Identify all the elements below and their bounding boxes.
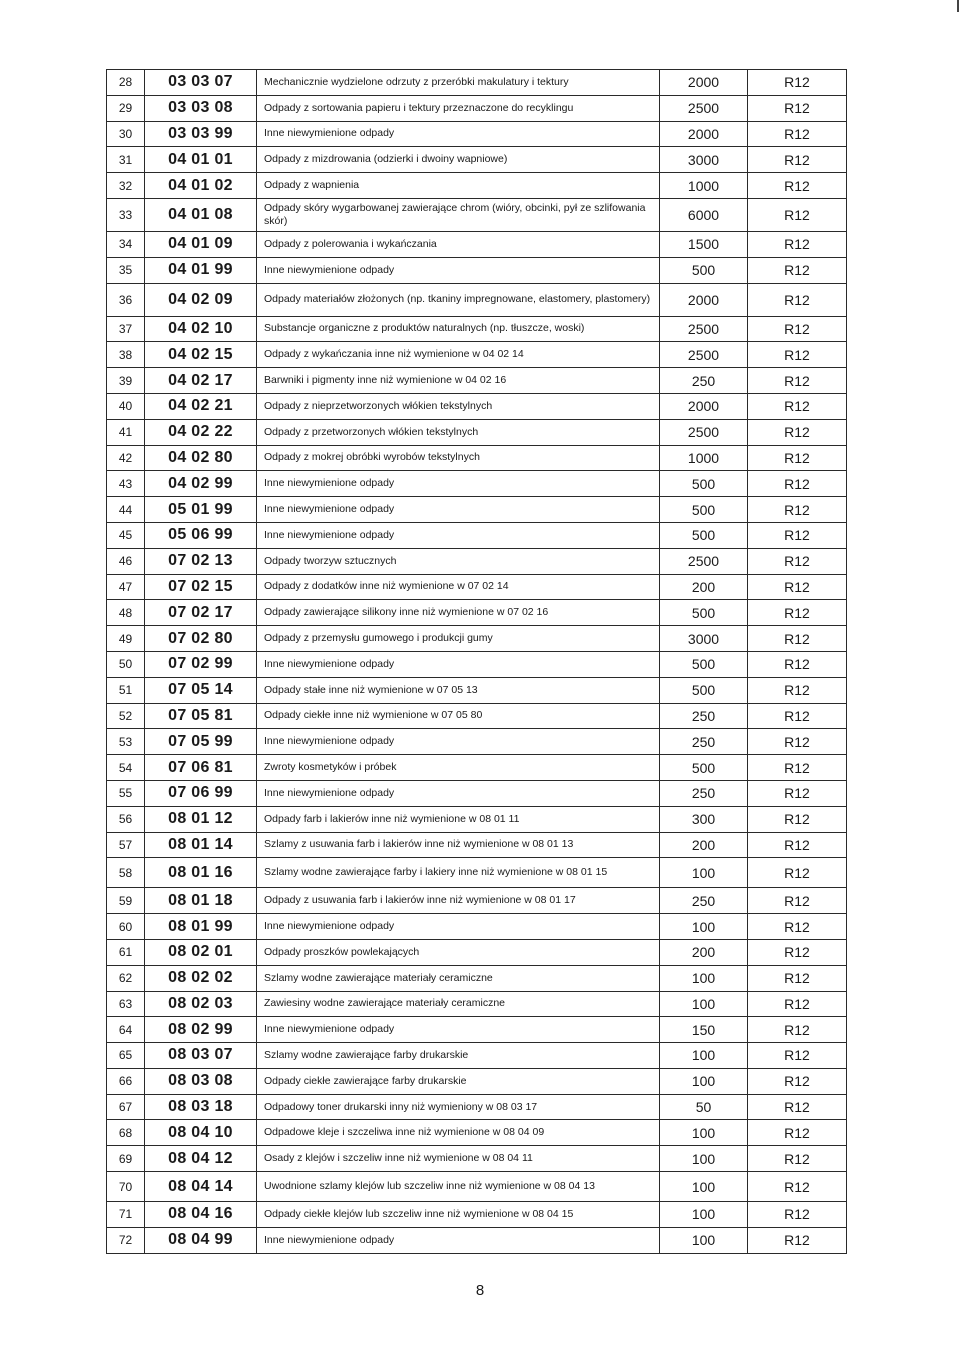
table-row xyxy=(107,257,847,283)
table-row xyxy=(107,283,847,316)
waste-code-cell: 04 02 21 xyxy=(145,393,257,419)
quantity-cell: 100 xyxy=(660,1172,748,1202)
recovery-code-cell: R12 xyxy=(748,419,847,445)
table-row xyxy=(107,755,847,781)
quantity-cell: 250 xyxy=(660,780,748,806)
table-row xyxy=(107,95,847,121)
waste-description-cell: Odpady stałe inne niż wymienione w 07 05 13 xyxy=(257,677,660,703)
recovery-code-cell: R12 xyxy=(748,1068,847,1094)
row-number-cell: 54 xyxy=(107,755,145,781)
row-number-cell: 44 xyxy=(107,497,145,523)
waste-code-cell: 08 01 16 xyxy=(145,858,257,888)
waste-code-cell: 08 03 18 xyxy=(145,1094,257,1120)
quantity-cell: 250 xyxy=(660,703,748,729)
row-number-cell: 59 xyxy=(107,888,145,914)
waste-description-cell: Inne niewymienione odpady xyxy=(257,522,660,548)
waste-description-cell: Odpady z nieprzetworzonych włókien tekstylnych xyxy=(257,393,660,419)
quantity-cell: 2000 xyxy=(660,283,748,316)
waste-description-cell: Odpadowy toner drukarski inny niż wymieniony w 08 03 17 xyxy=(257,1094,660,1120)
row-number-cell: 33 xyxy=(107,198,145,231)
waste-description-cell: Odpady z mokrej obróbki wyrobów tekstylnych xyxy=(257,445,660,471)
quantity-cell: 250 xyxy=(660,368,748,394)
row-number-cell: 42 xyxy=(107,445,145,471)
waste-code-cell: 04 01 99 xyxy=(145,257,257,283)
waste-code-cell: 08 02 99 xyxy=(145,1017,257,1043)
row-number-cell: 31 xyxy=(107,147,145,173)
row-number-cell: 55 xyxy=(107,780,145,806)
waste-description-cell: Inne niewymienione odpady xyxy=(257,729,660,755)
quantity-cell: 500 xyxy=(660,471,748,497)
quantity-cell: 2500 xyxy=(660,95,748,121)
quantity-cell: 100 xyxy=(660,991,748,1017)
row-number-cell: 38 xyxy=(107,342,145,368)
table-row xyxy=(107,600,847,626)
waste-description-cell: Szlamy z usuwania farb i lakierów inne niż wymienione w 08 01 13 xyxy=(257,832,660,858)
table-row xyxy=(107,780,847,806)
recovery-code-cell: R12 xyxy=(748,147,847,173)
waste-description-cell: Inne niewymienione odpady xyxy=(257,780,660,806)
recovery-code-cell: R12 xyxy=(748,600,847,626)
recovery-code-cell: R12 xyxy=(748,1172,847,1202)
quantity-cell: 150 xyxy=(660,1017,748,1043)
waste-description-cell: Odpady z przetworzonych włókien tekstylnych xyxy=(257,419,660,445)
recovery-code-cell: R12 xyxy=(748,1227,847,1253)
waste-code-cell: 08 04 16 xyxy=(145,1202,257,1228)
recovery-code-cell: R12 xyxy=(748,342,847,368)
waste-code-cell: 04 02 99 xyxy=(145,471,257,497)
recovery-code-cell: R12 xyxy=(748,888,847,914)
recovery-code-cell: R12 xyxy=(748,198,847,231)
quantity-cell: 100 xyxy=(660,1120,748,1146)
row-number-cell: 51 xyxy=(107,677,145,703)
row-number-cell: 62 xyxy=(107,965,145,991)
row-number-cell: 72 xyxy=(107,1227,145,1253)
table-row xyxy=(107,497,847,523)
quantity-cell: 200 xyxy=(660,939,748,965)
quantity-cell: 500 xyxy=(660,651,748,677)
waste-description-cell: Szlamy wodne zawierające farby drukarskie xyxy=(257,1043,660,1069)
table-row xyxy=(107,368,847,394)
table-row xyxy=(107,419,847,445)
waste-description-cell: Odpady z sortowania papieru i tektury przeznaczone do recyklingu xyxy=(257,95,660,121)
quantity-cell: 1500 xyxy=(660,231,748,257)
waste-code-cell: 08 01 14 xyxy=(145,832,257,858)
recovery-code-cell: R12 xyxy=(748,121,847,147)
waste-description-cell: Odpady z usuwania farb i lakierów inne niż wymienione w 08 01 17 xyxy=(257,888,660,914)
row-number-cell: 48 xyxy=(107,600,145,626)
waste-description-cell: Inne niewymienione odpady xyxy=(257,121,660,147)
waste-code-cell: 07 06 81 xyxy=(145,755,257,781)
quantity-cell: 1000 xyxy=(660,445,748,471)
quantity-cell: 2000 xyxy=(660,70,748,96)
scan-edge-mark xyxy=(957,0,959,12)
waste-description-cell: Inne niewymienione odpady xyxy=(257,257,660,283)
quantity-cell: 3000 xyxy=(660,626,748,652)
table-row xyxy=(107,914,847,940)
recovery-code-cell: R12 xyxy=(748,991,847,1017)
waste-code-cell: 08 03 07 xyxy=(145,1043,257,1069)
quantity-cell: 250 xyxy=(660,888,748,914)
waste-description-cell: Odpady z wapnienia xyxy=(257,173,660,199)
row-number-cell: 57 xyxy=(107,832,145,858)
waste-description-cell: Odpady tworzyw sztucznych xyxy=(257,548,660,574)
table-row xyxy=(107,1068,847,1094)
recovery-code-cell: R12 xyxy=(748,626,847,652)
waste-description-cell: Odpady ciekłe inne niż wymienione w 07 05 80 xyxy=(257,703,660,729)
recovery-code-cell: R12 xyxy=(748,651,847,677)
table-row xyxy=(107,393,847,419)
waste-code-cell: 07 02 17 xyxy=(145,600,257,626)
recovery-code-cell: R12 xyxy=(748,832,847,858)
waste-description-cell: Zwroty kosmetyków i próbek xyxy=(257,755,660,781)
waste-code-cell: 07 05 81 xyxy=(145,703,257,729)
table-row xyxy=(107,574,847,600)
quantity-cell: 100 xyxy=(660,1146,748,1172)
quantity-cell: 3000 xyxy=(660,147,748,173)
quantity-cell: 2000 xyxy=(660,121,748,147)
waste-description-cell: Inne niewymienione odpady xyxy=(257,1227,660,1253)
waste-code-cell: 07 02 13 xyxy=(145,548,257,574)
table-row xyxy=(107,1017,847,1043)
waste-description-cell: Zawiesiny wodne zawierające materiały ceramiczne xyxy=(257,991,660,1017)
waste-description-cell: Odpady ciekłe klejów lub szczeliw inne niż wymienione w 08 04 15 xyxy=(257,1202,660,1228)
quantity-cell: 500 xyxy=(660,600,748,626)
quantity-cell: 2000 xyxy=(660,393,748,419)
recovery-code-cell: R12 xyxy=(748,780,847,806)
table-row xyxy=(107,1202,847,1228)
recovery-code-cell: R12 xyxy=(748,471,847,497)
recovery-code-cell: R12 xyxy=(748,548,847,574)
recovery-code-cell: R12 xyxy=(748,257,847,283)
waste-description-cell: Odpady skóry wygarbowanej zawierające chrom (wióry, obcinki, pył ze szlifowania skór) xyxy=(257,198,660,231)
recovery-code-cell: R12 xyxy=(748,316,847,342)
quantity-cell: 500 xyxy=(660,677,748,703)
quantity-cell: 100 xyxy=(660,858,748,888)
row-number-cell: 61 xyxy=(107,939,145,965)
recovery-code-cell: R12 xyxy=(748,858,847,888)
quantity-cell: 100 xyxy=(660,1227,748,1253)
recovery-code-cell: R12 xyxy=(748,677,847,703)
waste-code-cell: 04 02 80 xyxy=(145,445,257,471)
row-number-cell: 56 xyxy=(107,806,145,832)
row-number-cell: 50 xyxy=(107,651,145,677)
table-row xyxy=(107,626,847,652)
waste-code-cell: 08 04 12 xyxy=(145,1146,257,1172)
waste-description-cell: Inne niewymienione odpady xyxy=(257,497,660,523)
table-row xyxy=(107,832,847,858)
table-row xyxy=(107,1172,847,1202)
row-number-cell: 34 xyxy=(107,231,145,257)
waste-description-cell: Odpady proszków powlekających xyxy=(257,939,660,965)
quantity-cell: 100 xyxy=(660,1202,748,1228)
quantity-cell: 500 xyxy=(660,497,748,523)
waste-code-cell: 03 03 99 xyxy=(145,121,257,147)
waste-description-cell: Odpady z mizdrowania (odzierki i dwoiny wapniowe) xyxy=(257,147,660,173)
quantity-cell: 2500 xyxy=(660,419,748,445)
quantity-cell: 100 xyxy=(660,914,748,940)
recovery-code-cell: R12 xyxy=(748,393,847,419)
quantity-cell: 1000 xyxy=(660,173,748,199)
row-number-cell: 37 xyxy=(107,316,145,342)
table-row xyxy=(107,316,847,342)
row-number-cell: 53 xyxy=(107,729,145,755)
row-number-cell: 67 xyxy=(107,1094,145,1120)
waste-description-cell: Inne niewymienione odpady xyxy=(257,651,660,677)
row-number-cell: 70 xyxy=(107,1172,145,1202)
waste-code-cell: 07 05 99 xyxy=(145,729,257,755)
row-number-cell: 36 xyxy=(107,283,145,316)
waste-code-cell: 04 01 08 xyxy=(145,198,257,231)
waste-description-cell: Mechanicznie wydzielone odrzuty z przeróbki makulatury i tektury xyxy=(257,70,660,96)
recovery-code-cell: R12 xyxy=(748,574,847,600)
table-row xyxy=(107,231,847,257)
waste-code-cell: 04 02 17 xyxy=(145,368,257,394)
row-number-cell: 52 xyxy=(107,703,145,729)
waste-description-cell: Odpady zawierające silikony inne niż wymienione w 07 02 16 xyxy=(257,600,660,626)
quantity-cell: 200 xyxy=(660,574,748,600)
table-row xyxy=(107,1043,847,1069)
quantity-cell: 100 xyxy=(660,1043,748,1069)
table-row xyxy=(107,147,847,173)
recovery-code-cell: R12 xyxy=(748,1146,847,1172)
table-row xyxy=(107,121,847,147)
row-number-cell: 35 xyxy=(107,257,145,283)
recovery-code-cell: R12 xyxy=(748,173,847,199)
waste-codes-table xyxy=(106,69,847,1254)
table-row xyxy=(107,729,847,755)
waste-description-cell: Uwodnione szlamy klejów lub szczeliw inne niż wymienione w 08 04 13 xyxy=(257,1172,660,1202)
table-row xyxy=(107,1227,847,1253)
quantity-cell: 50 xyxy=(660,1094,748,1120)
table-row xyxy=(107,173,847,199)
quantity-cell: 250 xyxy=(660,729,748,755)
waste-code-cell: 04 01 02 xyxy=(145,173,257,199)
recovery-code-cell: R12 xyxy=(748,70,847,96)
recovery-code-cell: R12 xyxy=(748,965,847,991)
waste-description-cell: Substancje organiczne z produktów naturalnych (np. tłuszcze, woski) xyxy=(257,316,660,342)
row-number-cell: 65 xyxy=(107,1043,145,1069)
quantity-cell: 2500 xyxy=(660,342,748,368)
table-row xyxy=(107,70,847,96)
waste-code-cell: 08 01 12 xyxy=(145,806,257,832)
table-row xyxy=(107,806,847,832)
waste-code-cell: 07 02 80 xyxy=(145,626,257,652)
recovery-code-cell: R12 xyxy=(748,939,847,965)
waste-code-cell: 08 01 18 xyxy=(145,888,257,914)
quantity-cell: 200 xyxy=(660,832,748,858)
waste-code-cell: 08 02 01 xyxy=(145,939,257,965)
page-number: 8 xyxy=(475,1282,485,1299)
row-number-cell: 45 xyxy=(107,522,145,548)
waste-code-cell: 08 03 08 xyxy=(145,1068,257,1094)
row-number-cell: 49 xyxy=(107,626,145,652)
row-number-cell: 46 xyxy=(107,548,145,574)
row-number-cell: 47 xyxy=(107,574,145,600)
table-row xyxy=(107,703,847,729)
recovery-code-cell: R12 xyxy=(748,729,847,755)
waste-code-cell: 04 01 01 xyxy=(145,147,257,173)
recovery-code-cell: R12 xyxy=(748,1094,847,1120)
waste-description-cell: Odpady ciekłe zawierające farby drukarskie xyxy=(257,1068,660,1094)
table-row xyxy=(107,548,847,574)
quantity-cell: 300 xyxy=(660,806,748,832)
quantity-cell: 500 xyxy=(660,755,748,781)
waste-code-cell: 08 04 14 xyxy=(145,1172,257,1202)
waste-description-cell: Szlamy wodne zawierające materiały ceramiczne xyxy=(257,965,660,991)
table-row xyxy=(107,522,847,548)
waste-code-cell: 04 02 22 xyxy=(145,419,257,445)
row-number-cell: 43 xyxy=(107,471,145,497)
table-row xyxy=(107,939,847,965)
row-number-cell: 71 xyxy=(107,1202,145,1228)
waste-code-cell: 07 06 99 xyxy=(145,780,257,806)
waste-code-cell: 08 04 99 xyxy=(145,1227,257,1253)
waste-description-cell: Odpady farb i lakierów inne niż wymienione w 08 01 11 xyxy=(257,806,660,832)
waste-description-cell: Szlamy wodne zawierające farby i lakiery inne niż wymienione w 08 01 15 xyxy=(257,858,660,888)
quantity-cell: 2500 xyxy=(660,316,748,342)
waste-code-cell: 08 02 02 xyxy=(145,965,257,991)
row-number-cell: 29 xyxy=(107,95,145,121)
waste-code-cell: 03 03 08 xyxy=(145,95,257,121)
recovery-code-cell: R12 xyxy=(748,806,847,832)
quantity-cell: 500 xyxy=(660,522,748,548)
waste-code-cell: 08 02 03 xyxy=(145,991,257,1017)
table-row xyxy=(107,1120,847,1146)
waste-description-cell: Odpady z przemysłu gumowego i produkcji gumy xyxy=(257,626,660,652)
recovery-code-cell: R12 xyxy=(748,1202,847,1228)
waste-code-cell: 04 02 09 xyxy=(145,283,257,316)
table-row xyxy=(107,1094,847,1120)
row-number-cell: 30 xyxy=(107,121,145,147)
waste-description-cell: Osady z klejów i szczeliw inne niż wymienione w 08 04 11 xyxy=(257,1146,660,1172)
waste-description-cell: Barwniki i pigmenty inne niż wymienione w 04 02 16 xyxy=(257,368,660,394)
row-number-cell: 63 xyxy=(107,991,145,1017)
quantity-cell: 100 xyxy=(660,1068,748,1094)
row-number-cell: 68 xyxy=(107,1120,145,1146)
table-row xyxy=(107,965,847,991)
recovery-code-cell: R12 xyxy=(748,755,847,781)
waste-description-cell: Odpadowe kleje i szczeliwa inne niż wymienione w 08 04 09 xyxy=(257,1120,660,1146)
waste-code-cell: 04 02 10 xyxy=(145,316,257,342)
waste-code-cell: 04 02 15 xyxy=(145,342,257,368)
table-row xyxy=(107,1146,847,1172)
recovery-code-cell: R12 xyxy=(748,522,847,548)
table-row xyxy=(107,651,847,677)
recovery-code-cell: R12 xyxy=(748,231,847,257)
table-row xyxy=(107,198,847,231)
table-row xyxy=(107,991,847,1017)
table-row xyxy=(107,445,847,471)
row-number-cell: 32 xyxy=(107,173,145,199)
row-number-cell: 66 xyxy=(107,1068,145,1094)
waste-table-body xyxy=(107,70,847,1254)
waste-description-cell: Inne niewymienione odpady xyxy=(257,471,660,497)
row-number-cell: 60 xyxy=(107,914,145,940)
recovery-code-cell: R12 xyxy=(748,95,847,121)
row-number-cell: 28 xyxy=(107,70,145,96)
recovery-code-cell: R12 xyxy=(748,703,847,729)
row-number-cell: 39 xyxy=(107,368,145,394)
quantity-cell: 500 xyxy=(660,257,748,283)
waste-code-cell: 08 01 99 xyxy=(145,914,257,940)
recovery-code-cell: R12 xyxy=(748,914,847,940)
waste-description-cell: Inne niewymienione odpady xyxy=(257,1017,660,1043)
quantity-cell: 100 xyxy=(660,965,748,991)
recovery-code-cell: R12 xyxy=(748,445,847,471)
waste-code-cell: 07 05 14 xyxy=(145,677,257,703)
waste-description-cell: Odpady z wykańczania inne niż wymienione w 04 02 14 xyxy=(257,342,660,368)
table-row xyxy=(107,858,847,888)
table-row xyxy=(107,471,847,497)
waste-code-cell: 03 03 07 xyxy=(145,70,257,96)
waste-code-cell: 05 06 99 xyxy=(145,522,257,548)
recovery-code-cell: R12 xyxy=(748,368,847,394)
waste-code-cell: 05 01 99 xyxy=(145,497,257,523)
recovery-code-cell: R12 xyxy=(748,497,847,523)
table-row xyxy=(107,677,847,703)
row-number-cell: 64 xyxy=(107,1017,145,1043)
recovery-code-cell: R12 xyxy=(748,1017,847,1043)
waste-code-cell: 08 04 10 xyxy=(145,1120,257,1146)
waste-description-cell: Odpady materiałów złożonych (np. tkaniny impregnowane, elastomery, plastomery) xyxy=(257,283,660,316)
recovery-code-cell: R12 xyxy=(748,1043,847,1069)
table-row xyxy=(107,888,847,914)
row-number-cell: 41 xyxy=(107,419,145,445)
waste-description-cell: Inne niewymienione odpady xyxy=(257,914,660,940)
waste-code-cell: 04 01 09 xyxy=(145,231,257,257)
recovery-code-cell: R12 xyxy=(748,283,847,316)
row-number-cell: 40 xyxy=(107,393,145,419)
recovery-code-cell: R12 xyxy=(748,1120,847,1146)
waste-description-cell: Odpady z dodatków inne niż wymienione w 07 02 14 xyxy=(257,574,660,600)
row-number-cell: 58 xyxy=(107,858,145,888)
quantity-cell: 6000 xyxy=(660,198,748,231)
table-row xyxy=(107,342,847,368)
waste-code-cell: 07 02 15 xyxy=(145,574,257,600)
waste-description-cell: Odpady z polerowania i wykańczania xyxy=(257,231,660,257)
row-number-cell: 69 xyxy=(107,1146,145,1172)
waste-code-cell: 07 02 99 xyxy=(145,651,257,677)
quantity-cell: 2500 xyxy=(660,548,748,574)
